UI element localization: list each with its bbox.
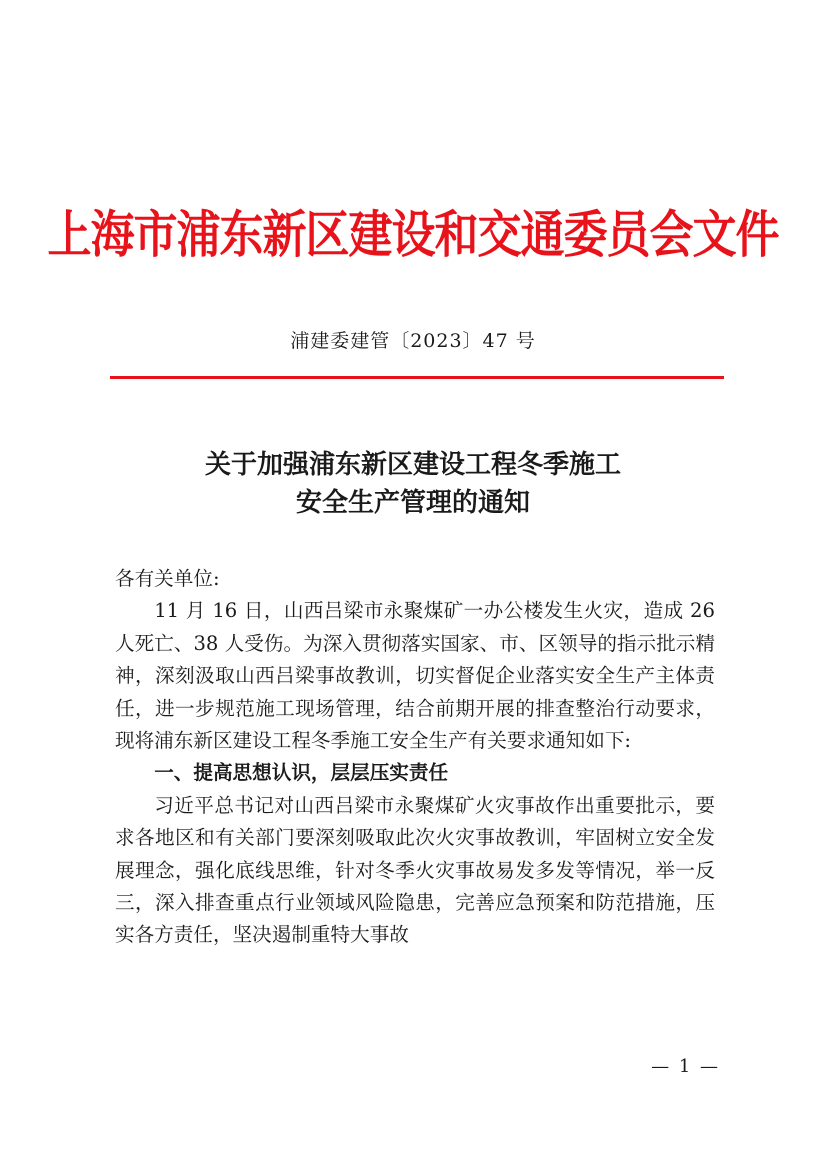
document-body [115, 563, 715, 952]
title-line-2: 安全生产管理的通知 [295, 488, 530, 518]
document-masthead: 上海市浦东新区建设和交通委员会文件 [47, 206, 779, 265]
document-number: 浦建委建管〔2023〕47 号 [290, 330, 536, 352]
paragraph-intro: 11 月 16 日，山西吕梁市永聚煤矿一办公楼发生火灾，造成 26 人死亡、38 人受伤。为深入贯彻落实国家、市、区领导的指示批示精神，深刻汲取山西吕梁事故教训，切实督促企业落实安全生产主体责任，进一步规范施工现场管理，结合前期开展的排查整治行动要求，现将浦东新区建设工程冬季施工安全生产有关要求通知如下: [115, 599, 715, 753]
paragraph-section-1: 习近平总书记对山西吕梁市永聚煤矿火灾事故作出重要批示，要求各地区和有关部门要深刻吸取此次火灾事故教训，牢固树立安全发展理念，强化底线思维，针对冬季火灾事故易发多发等情况，举一反三，深入排查重点行业领域风险隐患，完善应急预案和防范措施，压实各方责任，坚决遏制重特大事故 [115, 793, 715, 947]
section-heading-1: 一、提高思想认识，层层压实责任 [154, 761, 449, 785]
red-separator-line [110, 376, 724, 379]
salutation: 各有关单位: [115, 567, 220, 590]
document-title [0, 446, 826, 522]
title-line-1: 关于加强浦东新区建设工程冬季施工 [204, 450, 621, 480]
page-number: — 1 — [651, 1056, 720, 1077]
